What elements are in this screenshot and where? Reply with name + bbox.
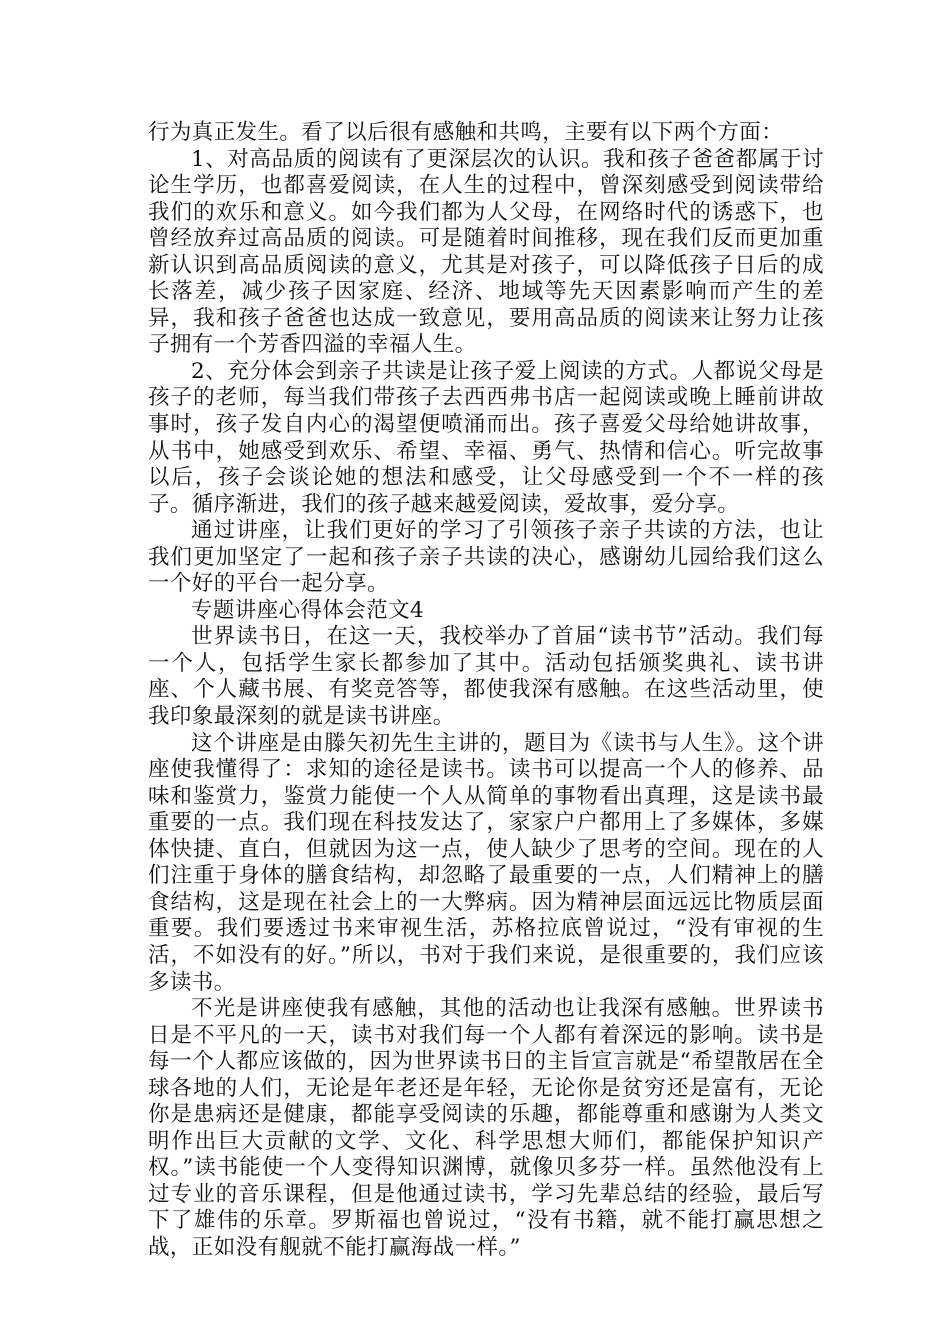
paragraph-reading-day: 世界读书日，在这一天，我校举办了首届“读书节”活动。我们每一个人，包括学生家长都参加了其中。活动包括颁奖典礼、读书讲座、个人藏书展、有奖竞答等，都使我深有感触。在这些活动里，使我印象最深刻的就是读书讲座。 bbox=[148, 624, 824, 730]
paragraph-reading-quality: 1、对高品质的阅读有了更深层次的认识。我和孩子爸爸都属于讨论生学历，也都喜爱阅读，在人生的过程中，曾深刻感受到阅读带给我们的欢乐和意义。如今我们都为人父母，在网络时代的诱惑下，也曾经放弃过高品质的阅读。可是随着时间推移，现在我们反而更加重新认识到高品质阅读的意义，尤其是对孩子，可以降低孩子日后的成长落差，减少孩子因家庭、经济、地域等先天因素影响而产生的差异，我和孩子爸爸也达成一致意见，要用高品质的阅读来让努力让孩子拥有一个芳香四溢的幸福人生。 bbox=[148, 146, 824, 358]
paragraph-continuation: 行为真正发生。看了以后很有感触和共鸣，主要有以下两个方面： bbox=[148, 120, 784, 145]
document-page bbox=[148, 120, 824, 1262]
paragraph-lecture-summary: 通过讲座，让我们更好的学习了引领孩子亲子共读的方法，也让我们更加坚定了一起和孩子亲子共读的决心，感谢幼儿园给我们这么一个好的平台一起分享。 bbox=[148, 518, 824, 597]
paragraph-lecture-content: 这个讲座是由滕矢初先生主讲的，题目为《读书与人生》。这个讲座使我懂得了：求知的途径是读书。读书可以提高一个人的修养、品味和鉴赏力，鉴赏力能使一个人从简单的事物看出真理，这是读书最重要的一点。我们现在科技发达了，家家户户都用上了多媒体，多媒体快捷、直白，但就因为这一点，使人缺少了思考的空间。现在的人们注重于身体的膳食结构，却忽略了最重要的一点，人们精神上的膳食结构，这是现在社会上的一大弊病。因为精神层面远远比物质层面重要。我们要透过书来审视生活，苏格拉底曾说过，“没有审视的生活，不如没有的好。”所以，书对于我们来说，是很重要的，我们应该多读书。 bbox=[148, 730, 824, 995]
section-heading: 专题讲座心得体会范文4 bbox=[191, 597, 425, 623]
paragraph-parent-child-reading: 2、充分体会到亲子共读是让孩子爱上阅读的方式。人都说父母是孩子的老师，每当我们带孩子去西西弗书店一起阅读或晚上睡前讲故事时，孩子发自内心的渴望便喷涌而出。孩子喜爱父母给她讲故事，从书中，她感受到欢乐、希望、幸福、勇气、热情和信心。听完故事以后，孩子会谈论她的想法和感受，让父母感受到一个不一样的孩子。循序渐进，我们的孩子越来越爱阅读，爱故事，爱分享。 bbox=[148, 358, 824, 517]
paragraph-other-activities: 不光是讲座使我有感触，其他的活动也让我深有感触。世界读书日是不平凡的一天，读书对我们每一个人都有着深远的影响。读书是每一个人都应该做的，因为世界读书日的主旨宣言就是“希望散居在全球各地的人们，无论是年老还是年轻，无论你是贫穷还是富有，无论你是患病还是健康，都能享受阅读的乐趣，都能尊重和感谢为人类文明作出巨大贡献的文学、文化、科学思想大师们，都能保护知识产权。”读书能使一个人变得知识渊博，就像贝多芬一样。虽然他没有上过专业的音乐课程，但是他通过读书，学习先辈总结的经验，最后写下了雄伟的乐章。罗斯福也曾说过，“没有书籍，就不能打赢思想之战，正如没有舰就不能打赢海战一样。” bbox=[148, 996, 824, 1260]
